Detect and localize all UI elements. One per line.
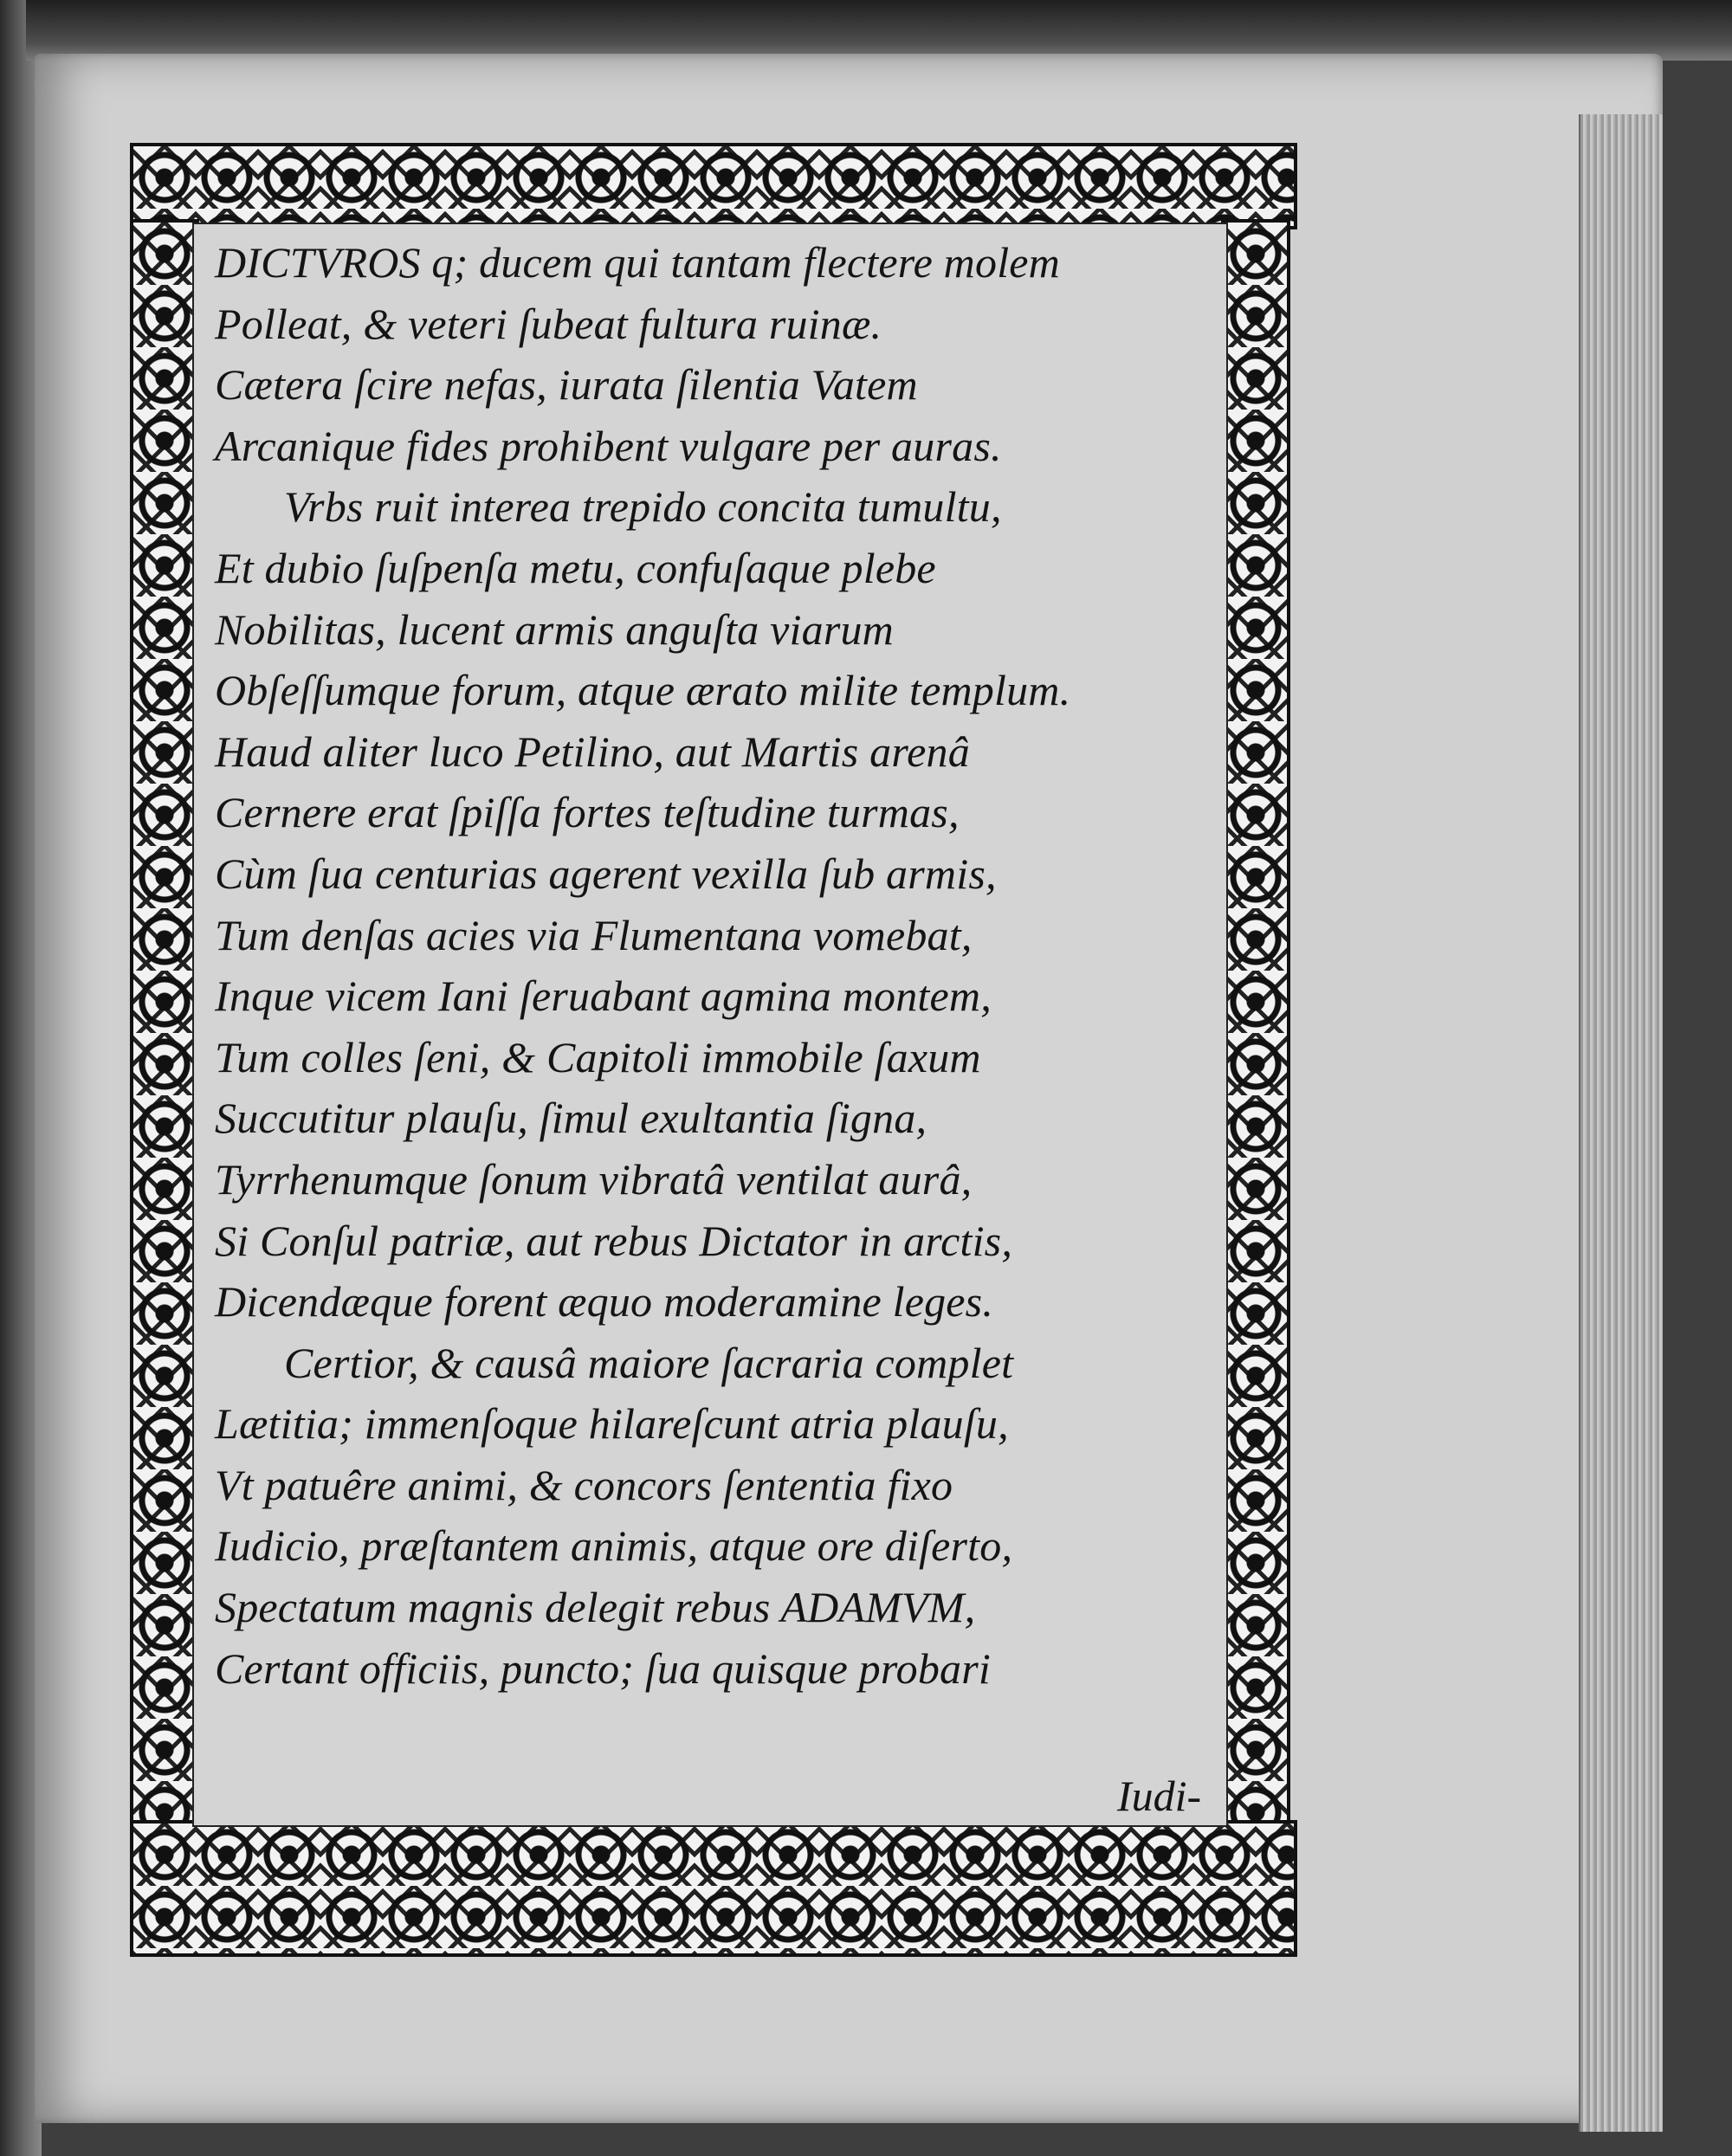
verse-line: Nobilitas, lucent armis anguſta viarum	[215, 604, 894, 654]
verse-line: Vt patuêre animi, & concors ſententia fixo	[215, 1460, 953, 1509]
verse-line: Obſeſſumque forum, atque ærato milite templum.	[215, 666, 1071, 715]
book-top-edge	[26, 0, 1732, 61]
verse-line: Iudicio, præſtantem animis, atque ore diſerto,	[215, 1521, 1013, 1571]
verse-line: Certior, & causâ maiore ſacraria complet	[284, 1338, 1014, 1387]
ornament-band-top	[130, 143, 1297, 229]
verse-line: Et dubio ſuſpenſa metu, confuſaque plebe	[215, 543, 936, 592]
verse-line: Spectatum magnis delegit rebus ADAMVM,	[215, 1583, 976, 1632]
ornament-band-right	[1221, 219, 1290, 1836]
verse-line: Inque vicem Iani ſeruabant agmina montem,	[215, 971, 992, 1021]
ornament-band-bottom	[130, 1820, 1297, 1957]
verse-line: Cætera ſcire nefas, iurata ſilentia Vatem	[215, 360, 918, 410]
verse-line: Tum colles ſeni, & Capitoli immobile ſaxum	[215, 1032, 981, 1081]
verse-line: Arcanique fides prohibent vulgare per auras.	[215, 421, 1002, 470]
verse-line: DICTVROS q; ducem qui tantam flectere molem	[215, 238, 1060, 287]
verse-line: Certant officiis, puncto; ſua quisque probari	[215, 1643, 992, 1693]
verse-line: Cernere erat ſpiſſa fortes teſtudine turmas,	[215, 788, 960, 837]
verse-line: Tyrrhenumque ſonum vibratâ ventilat aurâ,	[215, 1154, 973, 1204]
verse-line: Succutitur plauſu, ſimul exultantia ſigna,	[215, 1094, 927, 1143]
catchword: Iudi-	[1117, 1772, 1202, 1820]
verse-line: Vrbs ruit interea trepido concita tumultu,	[284, 482, 1002, 532]
verse-block	[215, 232, 1211, 1699]
verse-line: Lætitia; immenſoque hilareſcunt atria plauſu,	[215, 1399, 1009, 1449]
verse-line: Cùm ſua centurias agerent vexilla ſub armis,	[215, 849, 997, 898]
verse-line: Si Conſul patriæ, aut rebus Dictator in arctis,	[215, 1216, 1013, 1265]
verse-line: Tum denſas acies via Flumentana vomebat,	[215, 910, 973, 959]
verse-line: Haud aliter luco Petilino, aut Martis arenâ	[215, 726, 970, 776]
ornament-band-left	[130, 219, 199, 1836]
page-fore-edge	[1579, 114, 1663, 2132]
verse-line: Dicendæque forent æquo moderamine leges.	[215, 1277, 994, 1327]
verse-line: Polleat, & veteri ſubeat fultura ruinæ.	[215, 299, 882, 348]
